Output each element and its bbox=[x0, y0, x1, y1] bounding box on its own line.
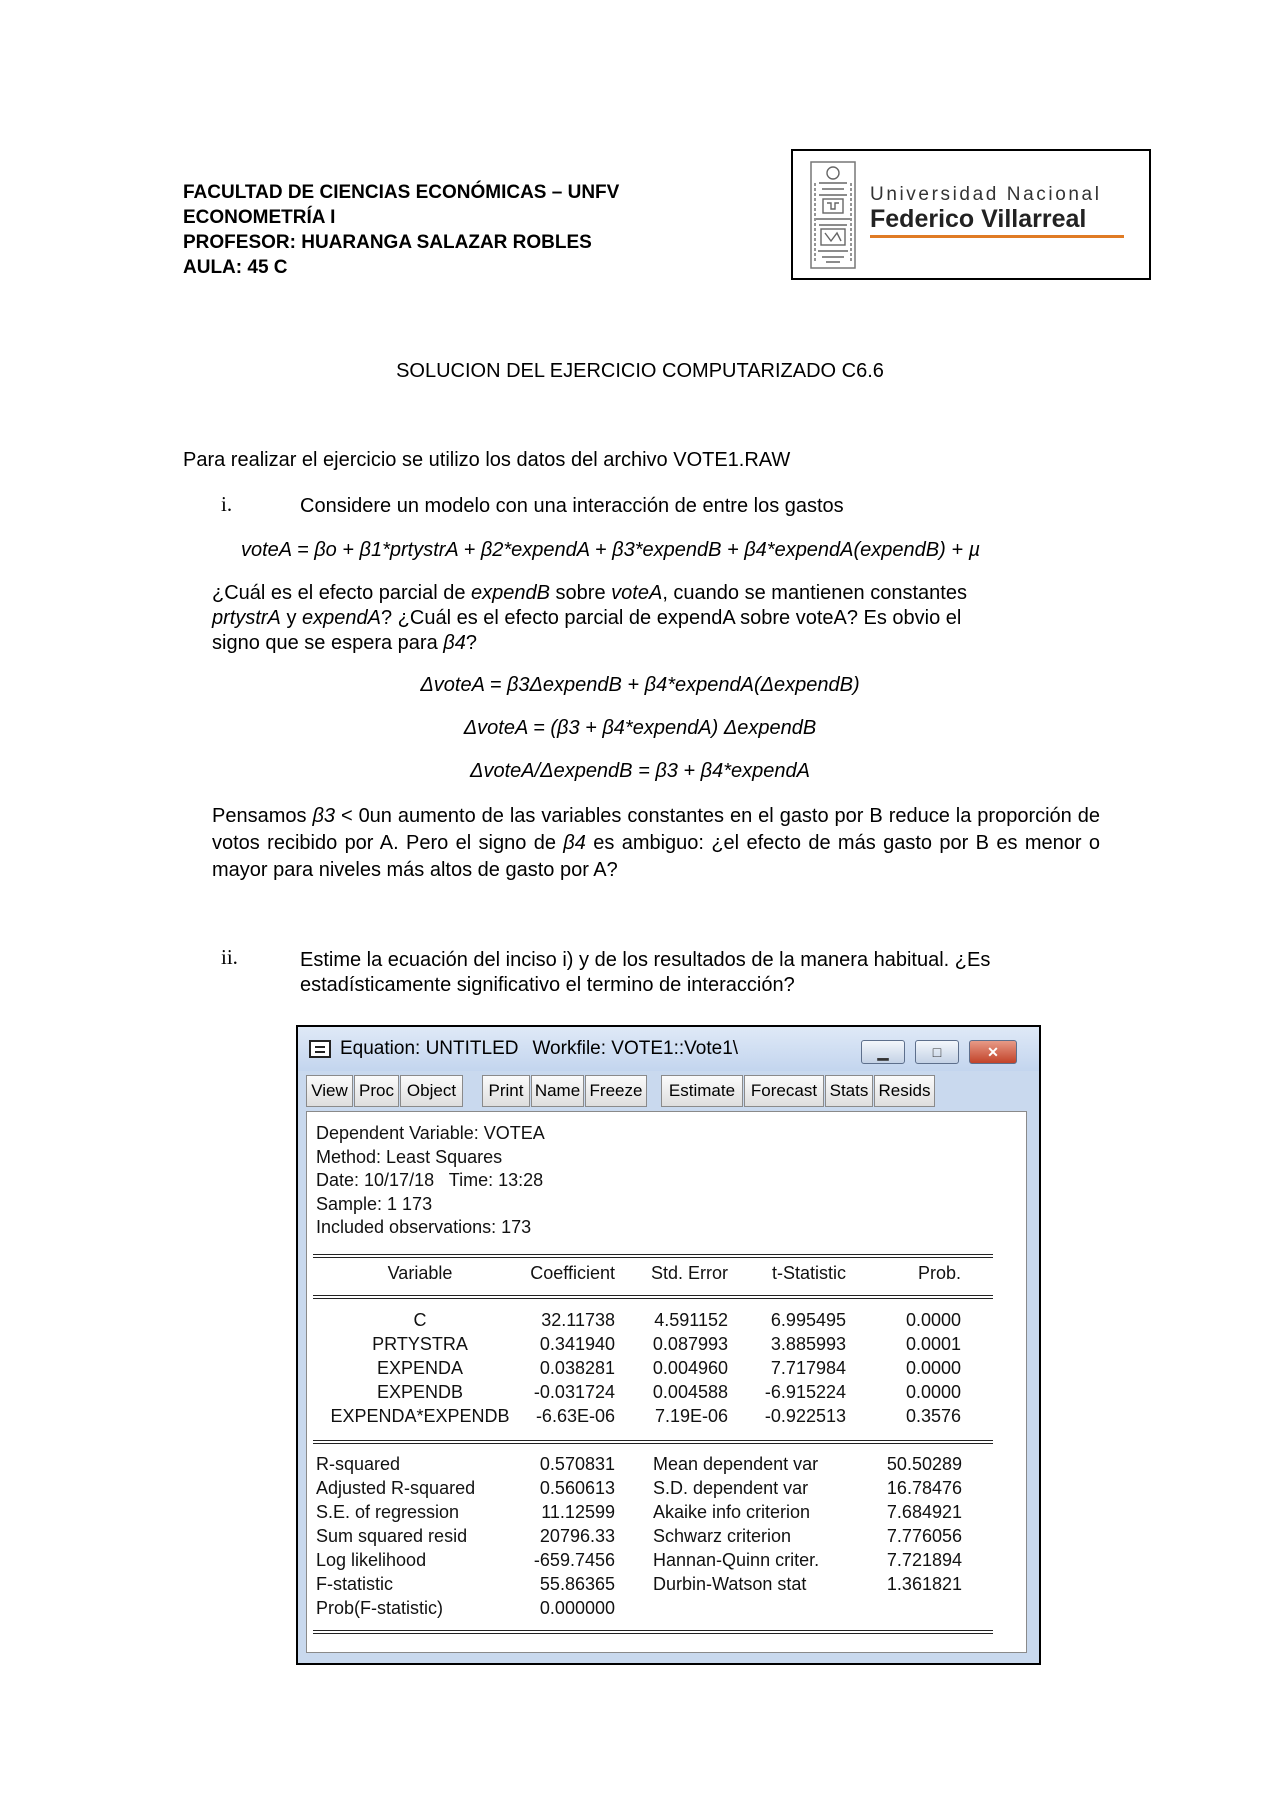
minimize-button[interactable]: ▁ bbox=[861, 1040, 905, 1064]
included-observations: Included observations: 173 bbox=[316, 1217, 532, 1237]
question-part: , cuando se mantienen constantes bbox=[662, 582, 967, 604]
std-error: 0.087993 bbox=[652, 1334, 728, 1354]
prob: 0.0001 bbox=[905, 1334, 961, 1354]
stat-label: Adjusted R-squared bbox=[316, 1478, 476, 1498]
forecast-button[interactable]: Forecast bbox=[744, 1075, 824, 1107]
stat-value: 11.12599 bbox=[541, 1502, 615, 1522]
stats-row bbox=[307, 1574, 1007, 1596]
print-button[interactable]: Print bbox=[482, 1075, 530, 1107]
faculty-line: FACULTAD DE CIENCIAS ECONÓMICAS – UNFV bbox=[183, 182, 620, 203]
intro-paragraph: Para realizar el ejercicio se utilizo los datos del archivo VOTE1.RAW bbox=[183, 449, 791, 471]
logo-accent-rule bbox=[870, 235, 1124, 238]
item-2-numeral: ii. bbox=[221, 945, 238, 969]
variable-name: PRTYSTRA bbox=[372, 1334, 468, 1354]
std-error: 4.591152 bbox=[654, 1310, 728, 1330]
document-title: SOLUCION DEL EJERCICIO COMPUTARIZADO C6.6 bbox=[396, 360, 884, 382]
stat-value: 7.684921 bbox=[886, 1502, 962, 1522]
prob: 0.0000 bbox=[905, 1382, 961, 1402]
prob: 0.0000 bbox=[905, 1358, 961, 1378]
stat-label: Prob(F-statistic) bbox=[316, 1598, 444, 1618]
stat-label: Mean dependent var bbox=[653, 1454, 819, 1474]
t-statistic: 7.717984 bbox=[770, 1358, 846, 1378]
estimation-info bbox=[316, 1122, 545, 1240]
table-rule bbox=[313, 1295, 993, 1299]
variable-name: EXPENDA bbox=[376, 1358, 464, 1378]
stat-label: F-statistic bbox=[316, 1574, 394, 1594]
question-part: prtystrA bbox=[212, 607, 281, 629]
table-row bbox=[307, 1334, 1007, 1356]
resids-button[interactable]: Resids bbox=[874, 1075, 935, 1107]
stat-label: Log likelihood bbox=[316, 1550, 427, 1570]
prob: 0.0000 bbox=[905, 1310, 961, 1330]
equation-name: Equation: UNTITLED bbox=[340, 1038, 519, 1059]
question-part: expendB bbox=[471, 582, 550, 604]
object-button[interactable]: Object bbox=[400, 1075, 463, 1107]
maximize-button[interactable]: □ bbox=[915, 1040, 959, 1064]
t-statistic: -0.922513 bbox=[764, 1406, 846, 1426]
dependent-variable: Dependent Variable: VOTEA bbox=[316, 1123, 545, 1143]
item-1-numeral: i. bbox=[221, 492, 233, 516]
table-row bbox=[307, 1310, 1007, 1332]
close-button[interactable]: ✕ bbox=[969, 1040, 1017, 1064]
table-rule bbox=[313, 1440, 993, 1444]
sample: Sample: 1 173 bbox=[316, 1193, 433, 1214]
coefficient: 32.11738 bbox=[541, 1310, 615, 1330]
answer-part: β3 bbox=[312, 805, 335, 827]
question-part: voteA bbox=[611, 582, 663, 604]
window-menu-icon[interactable] bbox=[309, 1040, 331, 1058]
method: Method: Least Squares bbox=[316, 1146, 503, 1167]
table-rule bbox=[313, 1254, 993, 1258]
logo-text-line2: Federico Villarreal bbox=[870, 205, 1087, 233]
window-title bbox=[340, 1038, 752, 1060]
stats-row bbox=[307, 1454, 1007, 1476]
freeze-button[interactable]: Freeze bbox=[585, 1075, 647, 1107]
column-header: t-Statistic bbox=[771, 1263, 846, 1283]
stat-value: 7.721894 bbox=[886, 1550, 962, 1570]
stats-row bbox=[307, 1526, 1007, 1548]
t-statistic: 3.885993 bbox=[770, 1334, 846, 1354]
table-rule bbox=[313, 1630, 993, 1634]
stat-value: 7.776056 bbox=[886, 1526, 962, 1546]
table-row bbox=[307, 1382, 1007, 1404]
variable-name: EXPENDA*EXPENDB bbox=[330, 1406, 510, 1426]
stat-value: 0.570831 bbox=[539, 1454, 615, 1474]
coefficient: 0.341940 bbox=[539, 1334, 615, 1354]
stat-value: -659.7456 bbox=[533, 1550, 615, 1570]
table-row bbox=[307, 1406, 1007, 1428]
derivation-equation-3: ΔvoteA/ΔexpendB = β3 + β4*expendA bbox=[470, 760, 810, 782]
question-part: y bbox=[280, 607, 303, 629]
std-error: 0.004960 bbox=[652, 1358, 728, 1378]
stat-value: 0.000000 bbox=[539, 1598, 615, 1618]
coefficient: 0.038281 bbox=[539, 1358, 615, 1378]
window-frame-edge bbox=[1029, 1111, 1037, 1653]
stat-label: S.E. of regression bbox=[316, 1502, 460, 1522]
university-logo bbox=[791, 149, 1151, 280]
regression-output bbox=[306, 1111, 1027, 1653]
answer-part: < 0un aumento de las variables constantes en el gasto por B reduce la proporción de votos recibido por A. Pero el signo de bbox=[212, 805, 1100, 854]
question-part: sobre bbox=[550, 582, 612, 604]
stats-row bbox=[307, 1550, 1007, 1572]
date-time: Date: 10/17/18 Time: 13:28 bbox=[316, 1170, 544, 1190]
stat-label: Akaike info criterion bbox=[653, 1502, 811, 1522]
model-equation: voteA = βo + β1*prtystrA + β2*expendA + β3*expendB + β4*expendA(expendB) + µ bbox=[241, 539, 981, 561]
stats-row bbox=[307, 1502, 1007, 1524]
stats-button[interactable]: Stats bbox=[825, 1075, 873, 1107]
coefficient: -6.63E-06 bbox=[535, 1406, 615, 1426]
question-part: signo que se espera para bbox=[212, 632, 444, 654]
column-header: Prob. bbox=[917, 1263, 961, 1283]
view-button[interactable]: View bbox=[306, 1075, 353, 1107]
answer-part: Pensamos bbox=[212, 805, 313, 827]
stat-label: Durbin-Watson stat bbox=[653, 1574, 807, 1594]
question-part: ¿Cuál es el efecto parcial de bbox=[212, 582, 472, 604]
stat-value: 1.361821 bbox=[886, 1574, 962, 1594]
stats-row bbox=[307, 1478, 1007, 1500]
question-part: β4 bbox=[443, 632, 466, 654]
item-1-answer bbox=[212, 803, 1100, 884]
answer-part: β4 bbox=[563, 832, 586, 854]
coefficient: -0.031724 bbox=[533, 1382, 615, 1402]
name-button[interactable]: Name bbox=[531, 1075, 584, 1107]
column-header: Variable bbox=[387, 1263, 453, 1283]
std-error: 7.19E-06 bbox=[654, 1406, 728, 1426]
t-statistic: -6.915224 bbox=[764, 1382, 846, 1402]
estimate-button[interactable]: Estimate bbox=[661, 1075, 743, 1107]
item-1-text: Considere un modelo con una interacción de entre los gastos bbox=[300, 495, 844, 517]
derivation-equation-1: ΔvoteA = β3ΔexpendB + β4*expendA(ΔexpendB) bbox=[420, 674, 860, 696]
stat-value: 50.50289 bbox=[886, 1454, 962, 1474]
table-header-row bbox=[307, 1263, 1007, 1285]
variable-name: C bbox=[413, 1310, 427, 1330]
question-part: ? bbox=[465, 632, 477, 654]
stat-label: Hannan-Quinn criter. bbox=[653, 1550, 820, 1570]
workfile-name: Workfile: VOTE1::Vote1\ bbox=[532, 1038, 739, 1059]
professor-line: PROFESOR: HUARANGA SALAZAR ROBLES bbox=[183, 232, 592, 253]
stat-label: S.D. dependent var bbox=[653, 1478, 809, 1498]
item-1-question bbox=[212, 581, 1062, 656]
course-line: ECONOMETRÍA I bbox=[183, 207, 336, 228]
proc-button[interactable]: Proc bbox=[354, 1075, 399, 1107]
logo-text-line1: Universidad Nacional bbox=[870, 184, 1102, 205]
university-emblem-icon bbox=[810, 161, 856, 269]
variable-name: EXPENDB bbox=[376, 1382, 464, 1402]
item-2-text: Estime la ecuación del inciso i) y de los resultados de la manera habitual. ¿Es estadísticamente significativo el termino de interacción? bbox=[300, 949, 991, 996]
question-part: ? ¿Cuál es el efecto parcial de expendA sobre voteA? Es obvio el bbox=[381, 607, 962, 629]
stat-value: 0.560613 bbox=[539, 1478, 615, 1498]
classroom-line: AULA: 45 C bbox=[183, 257, 288, 278]
t-statistic: 6.995495 bbox=[770, 1310, 846, 1330]
stat-value: 16.78476 bbox=[886, 1478, 962, 1498]
window-titlebar[interactable] bbox=[298, 1027, 1039, 1071]
question-part: expendA bbox=[302, 607, 381, 629]
stat-value: 20796.33 bbox=[539, 1526, 615, 1546]
column-header: Std. Error bbox=[650, 1263, 728, 1283]
column-header: Coefficient bbox=[530, 1263, 615, 1283]
stat-value: 55.86365 bbox=[539, 1574, 615, 1594]
std-error: 0.004588 bbox=[652, 1382, 728, 1402]
derivation-equation-2: ΔvoteA = (β3 + β4*expendA) ΔexpendB bbox=[463, 717, 817, 739]
stat-label: R-squared bbox=[316, 1454, 401, 1474]
table-row bbox=[307, 1358, 1007, 1380]
stats-row bbox=[307, 1598, 1007, 1620]
stat-label: Sum squared resid bbox=[316, 1526, 468, 1546]
header-block bbox=[183, 180, 619, 280]
prob: 0.3576 bbox=[905, 1406, 961, 1426]
answer-part: es ambiguo: ¿el efecto de más gasto por B es menor o mayor para niveles más altos de gasto por A? bbox=[212, 832, 1100, 881]
stat-label: Schwarz criterion bbox=[653, 1526, 792, 1546]
eviews-equation-window[interactable] bbox=[296, 1025, 1041, 1665]
